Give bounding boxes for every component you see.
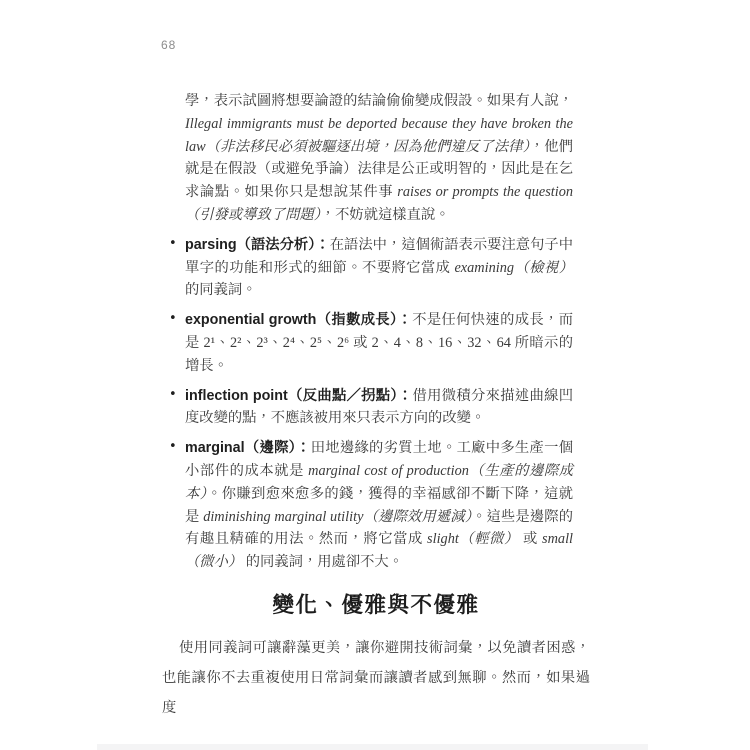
text-segment-cjk: 學，表示試圖將想要論證的結論偷偷變成假設。如果有人說， [185,93,573,109]
bullet-marker: • [169,386,177,402]
intro-paragraph [162,90,590,227]
text-segment-term-zh: （語法分析）： [236,236,330,253]
text-segment-kai: （輕微） [458,531,519,548]
bullet-marker: • [169,311,177,327]
bullet-item-marginal [162,437,590,574]
text-segment-term-en: marginal [185,440,245,457]
text-segment-en: Illegal immigrants must be deported because they have broken the law [185,115,573,155]
text-segment-kai: （檢視） [514,259,573,276]
text-segment-term-zh: （指數成長）： [316,312,413,329]
bullet-marker: • [169,439,177,455]
text-segment-kai: （微小） [185,554,243,571]
bullet-item-exponential-growth [162,309,590,377]
text-segment-kai: （非法移民必須被驅逐出境，因為他們違反了法律） [205,138,530,155]
text-segment-kai: （引發或導致了問題） [185,206,321,223]
text-segment-en: raises or prompts the question [397,184,573,201]
closing-paragraph [162,633,590,723]
text-segment-cjk: 的同義詞，用處卻不大。 [242,554,404,571]
text-segment-cjk: 不是任何快速的成長，而是 2¹、2²、2³、2⁴、2⁵、2⁶ 或 2、4、8、16、32、64 所暗示的增長。 [185,312,573,374]
text-segment-term-en: exponential growth [185,312,317,329]
text-segment-cjk: 田地邊緣的劣質土地。工廠中多生產一個小部件的成本就是 [185,440,573,479]
text-segment-cjk: 在語法中，這個術語表示要注意句子中單字的功能和形式的細節。不要將它當成 [185,236,573,276]
page-content [162,90,590,723]
bullet-marker: • [169,235,177,251]
text-segment-term-zh: （邊際）： [244,440,311,457]
text-segment-kai: （生產的邊際成本） [185,462,573,502]
text-segment-en: diminishing marginal utility [203,508,364,525]
text-segment-cjk: 的同義詞。 [185,282,257,299]
bullet-item-parsing [162,234,590,302]
text-segment-term-en: inflection point [185,387,288,404]
bullet-item-inflection-point [162,385,590,431]
text-segment-term-en: parsing [185,236,237,253]
text-segment-en: examining [454,259,515,276]
text-segment-en: marginal cost of production [308,462,469,479]
text-segment-en: small [542,531,574,548]
text-segment-cjk: 借用微積分來描述曲線凹度改變的點，不應該被用來只表示方向的改變。 [185,387,574,427]
text-segment-en: slight [427,531,459,548]
text-segment-cjk: 或 [518,531,543,548]
text-segment-cjk: 。這些是邊際的有趣且精確的用法。然而，將它當成 [185,508,574,548]
text-segment-cjk: 使用同義詞可讓辭藻更美，讓你避開技術詞彙，以免讀者困惑，也能讓你不去重複使用日常詞彙而讓讀者感到無聊。然而，如果過度 [162,639,590,716]
text-segment-term-zh: （反曲點／拐點）： [287,387,413,404]
page-number: 68 [161,38,177,52]
text-segment-cjk: ，他們就是在假設（或避免爭論）法律是公正或明智的，因此是在乞求論點。如果你只是想說某件事 [185,138,573,201]
text-segment-cjk: 。你賺到愈來愈多的錢，獲得的幸福感卻不斷下降，這就是 [185,485,573,525]
text-segment-kai: （邊際效用遞減） [363,508,473,525]
next-page-edge [97,744,648,750]
text-segment-cjk: ，不妨就這樣直說。 [320,206,450,223]
section-heading: 變化、優雅與不優雅 [272,592,480,617]
